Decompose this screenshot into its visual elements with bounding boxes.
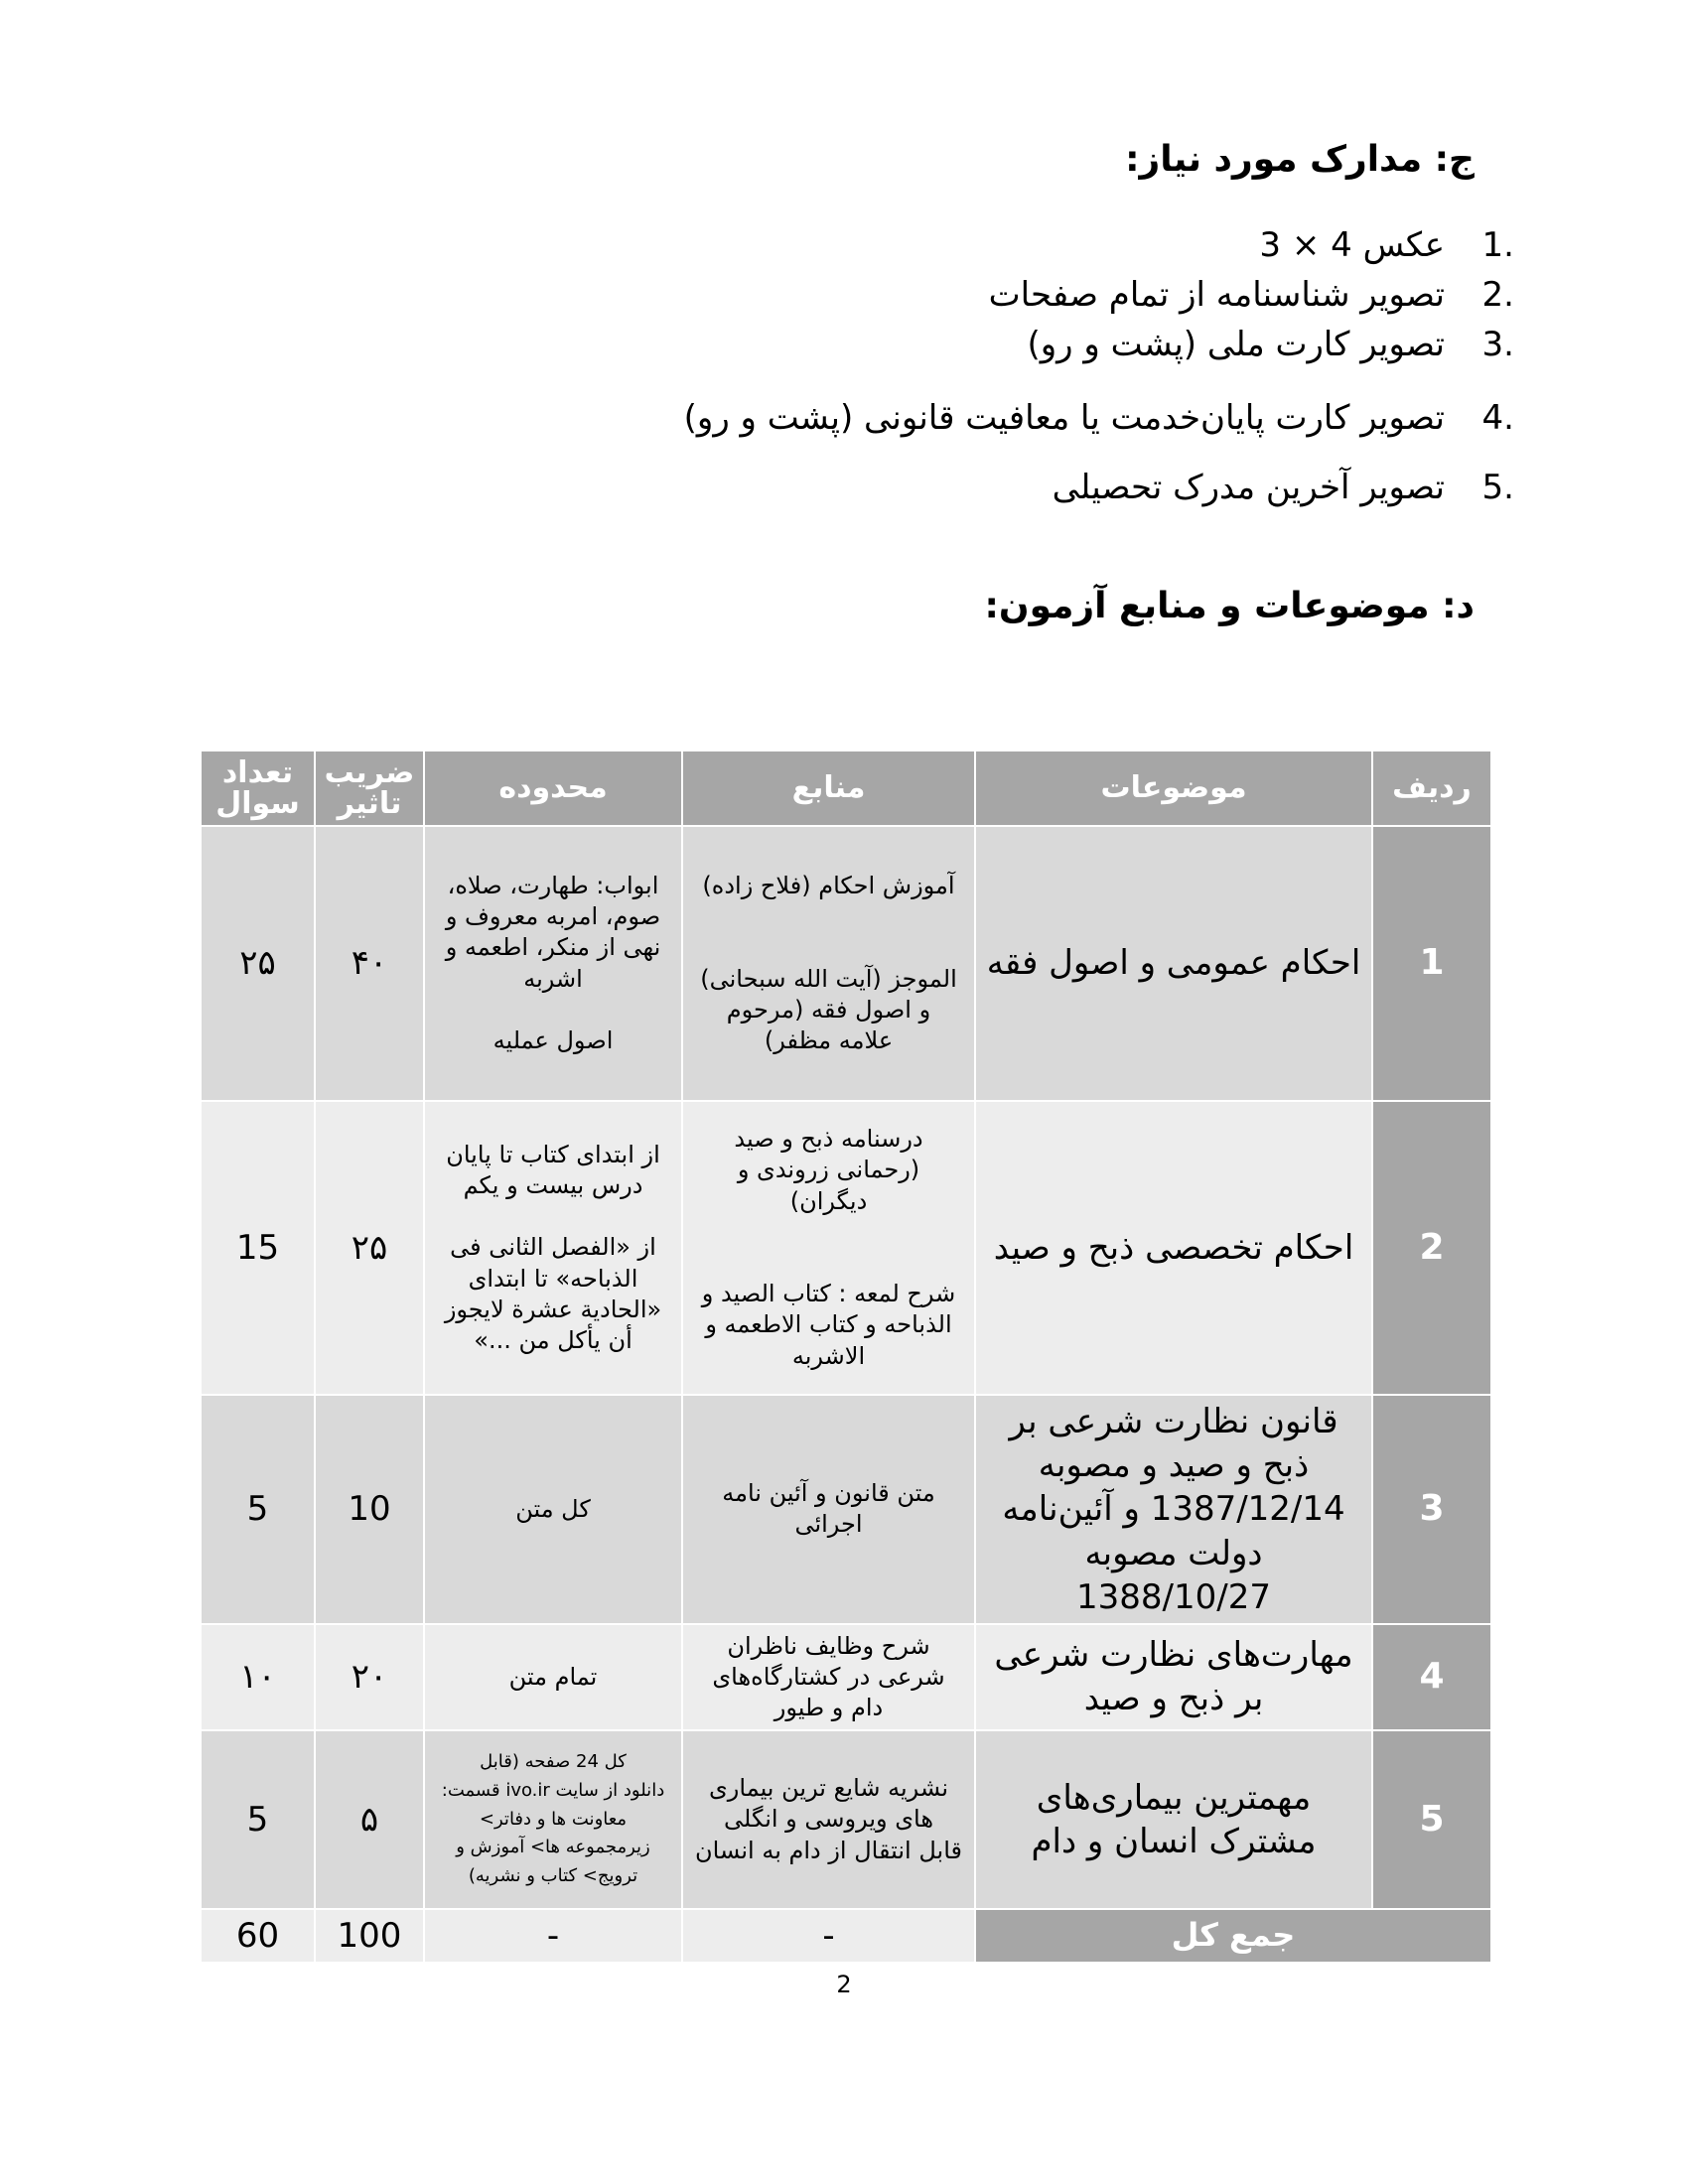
sources-cell: متن قانون و آئین نامه اجرائی [682,1395,975,1624]
row-number: 5 [1372,1730,1491,1909]
scope-cell: ابواب: طهارت، صلاه، صوم، امربه معروف و نهی از منکر، اطعمه و اشربه اصول عملیه [424,826,682,1101]
questions-cell: ۲۵ [201,826,315,1101]
list-item [684,220,1514,270]
list-text: تصویر شناسنامه از تمام صفحات [988,275,1445,315]
list-item [684,463,1514,512]
list-text: عکس 4 × 3 [1259,225,1445,265]
row-number: 1 [1372,826,1491,1101]
header-row-number: ردیف [1372,751,1491,826]
questions-cell: ۱۰ [201,1624,315,1730]
table-row [201,1101,1491,1395]
list-text: تصویر آخرین مدرک تحصیلی [1052,468,1445,507]
sources-cell: آموزش احکام (فلاح زاده) الموجز (آیت الله سبحانی) و اصول فقه (مرحوم علامه مظفر) [682,826,975,1101]
list-item [684,320,1514,369]
coefficient-cell: ۲۰ [315,1624,424,1730]
topic-cell: مهمترین بیماری‌های مشترک انسان و دام [975,1730,1372,1909]
questions-cell: 5 [201,1730,315,1909]
table-row [201,1395,1491,1624]
sources-cell: نشریه شایع ترین بیماری های ویروسی و انگلی قابل انتقال از دام به انسان [682,1730,975,1909]
total-row [201,1909,1491,1963]
topic-cell: احکام تخصصی ذبح و صید [975,1101,1372,1395]
row-number: 4 [1372,1624,1491,1730]
list-number: 1. [1481,225,1514,265]
topic-cell: مهارت‌های نظارت شرعی بر ذبح و صید [975,1624,1372,1730]
header-topic: موضوعات [975,751,1372,826]
table-row [201,1730,1491,1909]
list-number: 4. [1481,398,1514,438]
documents-heading: ج: مدارک مورد نیاز: [1125,139,1475,180]
table-header-row [201,751,1491,826]
topic-cell: احکام عمومی و اصول فقه [975,826,1372,1101]
total-coefficient-cell: 100 [315,1909,424,1963]
coefficient-cell: ۲۵ [315,1101,424,1395]
table-row [201,826,1491,1101]
sources-cell: درسنامه ذبح و صید (رحمانی زروندی و دیگران) شرح لمعه : کتاب الصید و الذباحه و کتاب الاطعمه و الاشربه [682,1101,975,1395]
scope-cell: تمام متن [424,1624,682,1730]
coefficient-cell: ۴۰ [315,826,424,1101]
list-number: 5. [1481,468,1514,507]
header-coefficient: ضریب تاثیر [315,751,424,826]
questions-cell: 5 [201,1395,315,1624]
topic-cell: قانون نظارت شرعی بر ذبح و صید و مصوبه 1387/12/14 و آئین‌نامه دولت مصوبه 1388/10/27 [975,1395,1372,1624]
scope-cell: کل 24 صفحه (قابل دانلود از سایت ivo.ir قسمت: معاونت ها و دفاتر> زیرمجموعه ها> آموزش و ترویج> کتاب و نشریه) [424,1730,682,1909]
total-scope-cell: - [424,1909,682,1963]
row-number: 3 [1372,1395,1491,1624]
sources-cell: شرح وظایف ناظران شرعی در کشتارگاه‌های دام و طیور [682,1624,975,1730]
scope-cell: از ابتدای کتاب تا پایان درس بیست و یکم از «الفصل الثانی فی الذباحه» تا ابتدای «الحادیة عشرة لایجوز أن یأکل من ...» [424,1101,682,1395]
table-row [201,1624,1491,1730]
header-sources: منابع [682,751,975,826]
exam-topics-table [200,750,1492,1964]
total-label: جمع کل [975,1909,1491,1963]
row-number: 2 [1372,1101,1491,1395]
topics-heading: د: موضوعات و منابع آزمون: [984,586,1475,626]
header-scope: محدوده [424,751,682,826]
coefficient-cell: 10 [315,1395,424,1624]
list-item [683,393,1514,443]
total-sources-cell: - [682,1909,975,1963]
list-text: تصویر کارت پایان‌خدمت یا معافیت قانونی (پشت و رو) [683,398,1445,438]
list-number: 2. [1481,275,1514,315]
page-number: 2 [836,1971,852,1998]
list-item [684,270,1514,320]
scope-cell: کل متن [424,1395,682,1624]
header-questions: تعداد سوال [201,751,315,826]
list-number: 3. [1481,325,1514,364]
required-documents-list [683,220,1514,512]
list-text: تصویر کارت ملی (پشت و رو) [1027,325,1445,364]
total-questions-cell: 60 [201,1909,315,1963]
coefficient-cell: ۵ [315,1730,424,1909]
questions-cell: 15 [201,1101,315,1395]
